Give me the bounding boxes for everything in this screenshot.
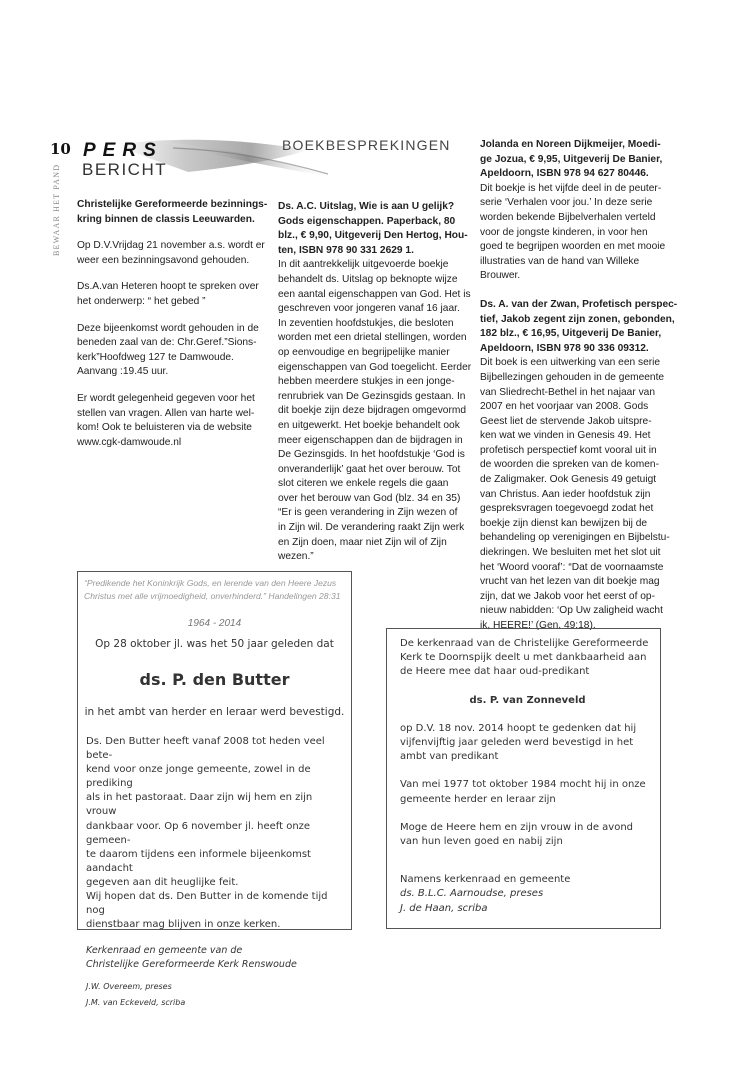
section-title: BOEKBESPREKINGEN — [282, 137, 451, 153]
column-2 — [278, 200, 478, 577]
col1-paragraph: Er wordt gelegenheid gegeven voor het stellen van vragen. Allen van harte wel- kom! Ook te beluisteren via de website www.cgk-damwoude.nl — [77, 392, 255, 448]
box1-body: Ds. Den Butter heeft vanaf 2008 tot heden veel bete- kend voor onze jonge gemeente, zowel in de prediking als in het pastoraat. Daar zijn wij hem en zijn vrouw dankbaar voor. Op 6 november jl. heeft onze gemeen- te daarom tijdens een informele bijeenkomst aandacht gegeven aan dit heuglijke feit. Wij hopen dat ds. Den Butter in de komende tijd nog dienstbaar mag blijven in onze kerken. — [86, 736, 328, 931]
logo-bericht: BERICHT — [82, 160, 168, 179]
box1-name: ds. P. den Butter — [139, 670, 290, 689]
page-number: 10 — [50, 140, 71, 158]
col1-title: Christelijke Gereformeerde bezinnings- kring binnen de classis Leeuwarden. — [77, 199, 268, 225]
box2-paragraph: Van mei 1977 tot oktober 1984 mocht hij in onze gemeente herder en leraar zijn — [400, 779, 646, 805]
col1-paragraph: Op D.V.Vrijdag 21 november a.s. wordt er weer een bezinningsavond gehouden. — [77, 240, 265, 266]
review-3-body: Dit boek is een uitwerking van een serie Bijbellezingen gehouden in de gemeente van Sliedrecht-Bethel in het najaar van 2007 en het voorjaar van 2008. Gods Geest liet de stervende Jakob uitspre- ken wat we vinden in Genesis 49. Het profetisch perspectief komt vooral uit in de woorden die spreken van de komen- de Zaligmaker. Ook Genesis 49 getuigt van Christus. Aan ieder hoofdstuk zijn gespreksvragen toegevoegd zodat het boekje zijn dienst kan bewijzen bij de behandeling op verenigingen en Bijbelstu- diekringen. We besluiten met het slot uit het ‘Woord vooraf’: “Dat de voornaamste vrucht van het lezen van dit boekje mag zijn, dat we Jakob voor het eerst of op- nieuw nabidden: ‘Op Uw zaligheid wacht ik, HEERE!’ (Gen. 49:18). — [480, 357, 670, 631]
review-2-heading: Jolanda en Noreen Dijkmeijer, Moedi- ge Jozua, € 9,95, Uitgeverij De Banier, Apeldoorn, ISBN 978 94 627 80446. — [480, 139, 663, 180]
box2-sign-intro: Namens kerkenraad en gemeente — [400, 874, 571, 886]
box2-signature-1: ds. B.L.C. Aarnoudse, preses — [400, 888, 544, 900]
col1-paragraph: Ds.A.van Heteren hoopt te spreken over het onderwerp: “ het gebed ” — [77, 281, 259, 307]
box1-line1: Op 28 oktober jl. was het 50 jaar geleden dat — [95, 638, 334, 650]
review-3-heading: Ds. A. van der Zwan, Profetisch perspec- tief, Jakob zegent zijn zonen, gebonden, 182 blz., € 16,95, Uitgeverij De Banier, Apeldoorn, ISBN 978 90 336 09312. — [480, 298, 678, 354]
box1-line2: in het ambt van herder en leraar werd bevestigd. — [84, 706, 345, 718]
vertical-label-text: BEWAAR HET PAND — [52, 163, 61, 256]
bible-quote: “Predikende het Koninkrijk Gods, en lerende van den Heere Jezus Christus met alle vrijmoedigheid, onverhinderd.” Handelingen 28:31 — [84, 578, 341, 601]
box2-intro: De kerkenraad van de Christelijke Gereformeerde Kerk te Doornspijk deelt u met dankbaarheid aan de Heere mee dat haar oud-predikant — [400, 638, 649, 678]
box1-signature-2: J.M. van Eckeveld, scriba — [86, 998, 186, 1008]
review-2-body: Dit boekje is het vijfde deel in de peuter- serie ‘Verhalen voor jou.’ In deze serie worden bekende Bijbelverhalen verteld voor de jongste kinderen, in voor hen goed te begrijpen woorden en met mooie illustraties van de hand van Willeke Brouwer. — [480, 182, 666, 282]
review-1-heading: Ds. A.C. Uitslag, Wie is aan U gelijk? Gods eigenschappen. Paperback, 80 blz., € 9,90, Uitgeverij Den Hertog, Hou- ten, ISBN 978 90 331 2629 1. — [278, 201, 468, 256]
box2-content — [400, 637, 655, 916]
vertical-label — [52, 163, 64, 258]
box1-signature-1: J.W. Overeem, preses — [86, 982, 172, 992]
box2-signature-2: J. de Haan, scriba — [400, 902, 488, 914]
box2-paragraph: op D.V. 18 nov. 2014 hoopt te gedenken dat hij vijfenvijftig jaar geleden werd bevestigd in het ambt van predikant — [400, 722, 637, 763]
box1-content — [78, 638, 351, 1007]
box2-name: ds. P. van Zonneveld — [469, 694, 586, 706]
review-1-body: In dit aantrekkelijk uitgevoerde boekje behandelt ds. Uitslag op beknopte wijze een aantal eigenschappen van God. Het is geschreven voor jongeren vanaf 16 jaar. In zeventien hoofdstukjes, die besloten worden met een drietal stellingen, worden op eenvoudige en begrijpelijke manier eigenschappen van God toegelicht. Eerder hebben meerdere stukjes in een jonge- renrubriek van De Gezinsgids gestaan. In dit boekje zijn deze bijdragen omgevormd en uitgewerkt. Het boekje behandelt ook meer eigenschappen dan de bijdragen in De Gezinsgids. In het hoofdstukje ‘God is onveranderlijk’ gaat het over berouw. Tot slot citeren we enkele regels die gaan over het berouw van God (blz. 34 en 35) “Er is geen verandering in Zijn wezen of in Zijn wil. De verandering raakt Zijn werk en Zijn doen, maar niet Zijn wil of Zijn wezen.” — [278, 259, 472, 563]
column-3 — [480, 138, 680, 646]
logo-pers: PERS — [83, 140, 163, 161]
box1-signoff: Kerkenraad en gemeente van de Christelijke Gereformeerde Kerk Renswoude — [86, 945, 297, 971]
col1-paragraph: Deze bijeenkomst wordt gehouden in de beneden zaal van de: Chr.Geref.”Sions- kerk”Hoofdweg 127 te Damwoude. Aanvang :19.45 uur. — [77, 322, 259, 378]
anniversary-years: 1964 - 2014 — [187, 618, 242, 629]
column-1 — [77, 198, 277, 462]
box2-paragraph: Moge de Heere hem en zijn vrouw in de avond van hun leven goed en nabij zijn — [400, 821, 633, 848]
